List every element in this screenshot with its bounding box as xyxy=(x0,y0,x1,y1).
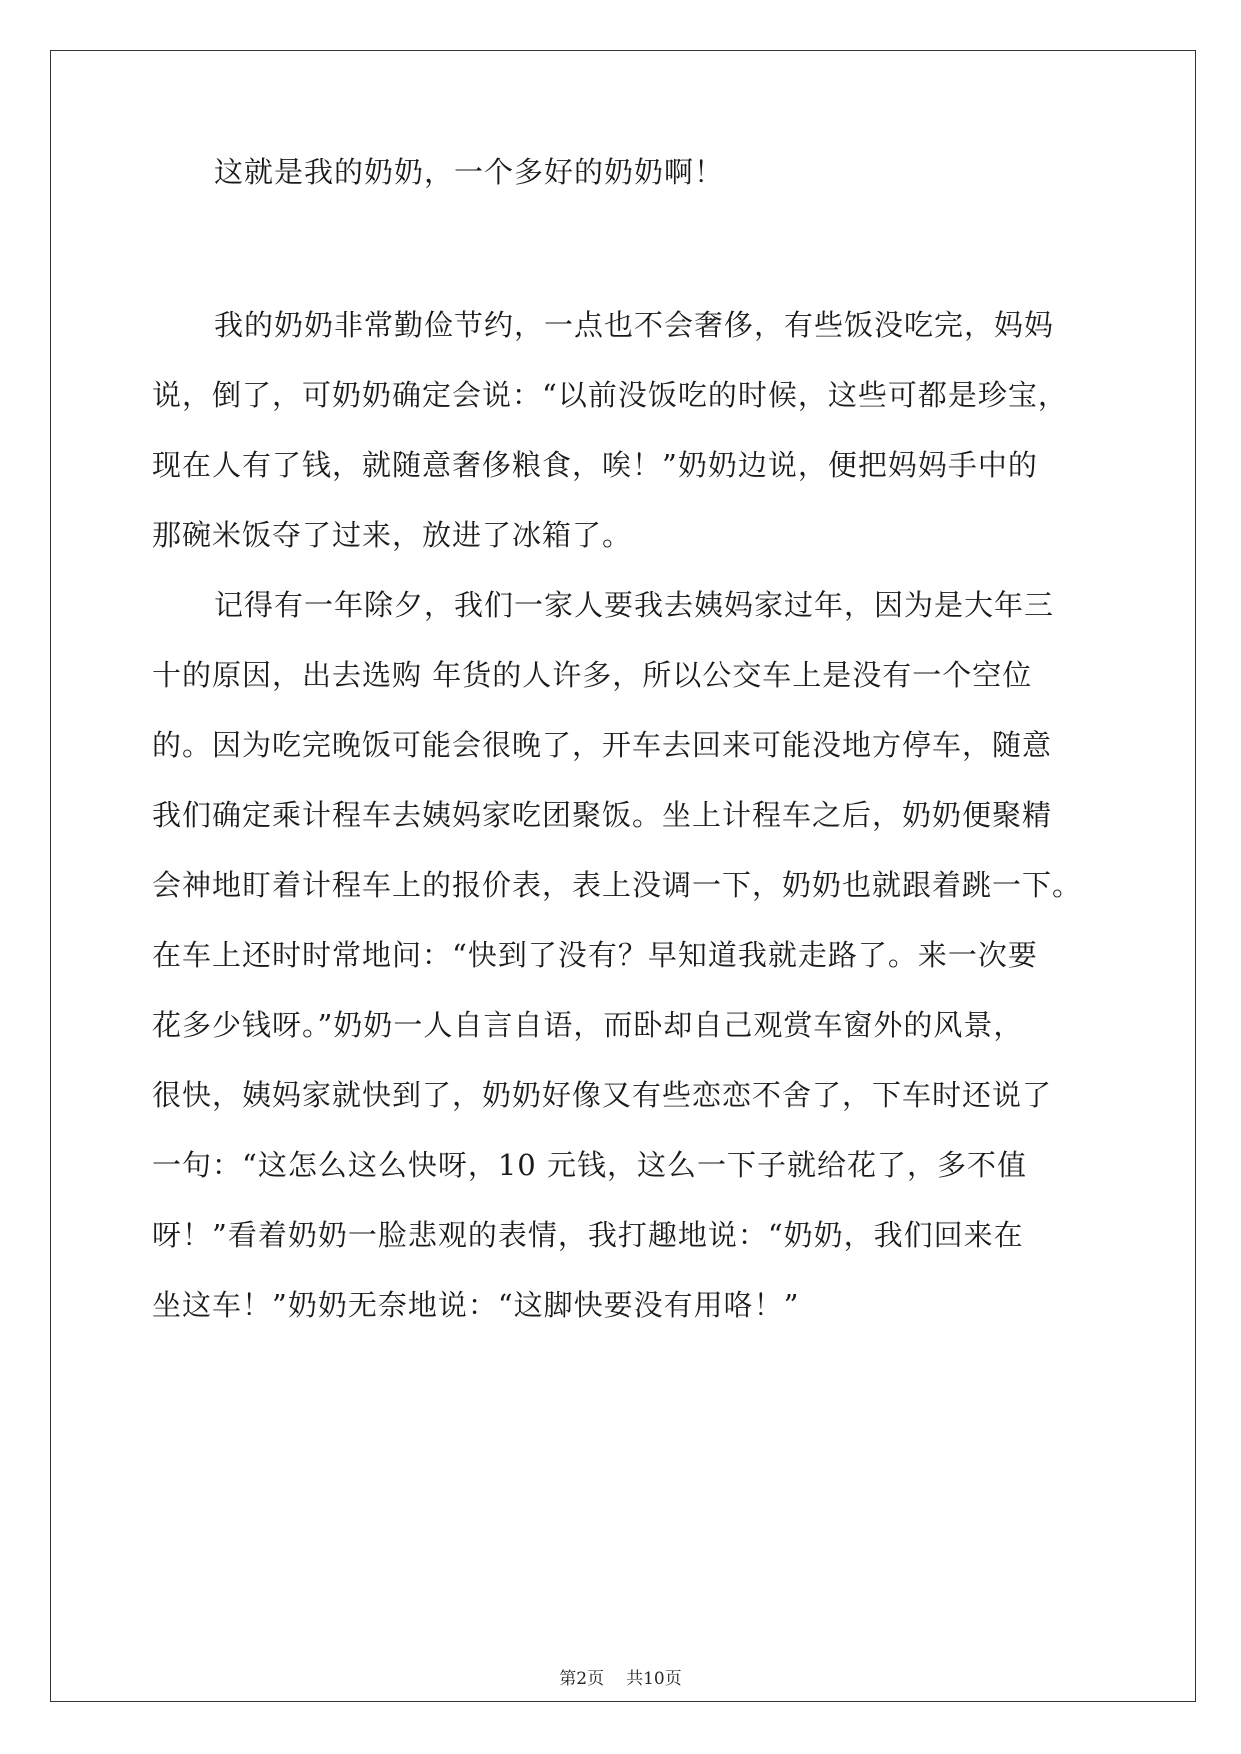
paragraph-3-line-9: 一句：“这怎么这么快呀，10 元钱，这么一下子就给花了，多不值 xyxy=(152,1148,1027,1182)
paragraph-2-line-2: 说，倒了，可奶奶确定会说：“以前没饭吃的时候，这些可都是珍宝， xyxy=(152,378,1068,412)
paragraph-1-line-1: 这就是我的奶奶，一个多好的奶奶啊！ xyxy=(214,155,725,189)
page-number: 第2页 xyxy=(559,1669,605,1689)
paragraph-2-line-4: 那碗米饭夺了过来，放进了冰箱了。 xyxy=(152,518,633,552)
paragraph-3-line-7: 花多少钱呀。”奶奶一人自言自语，而卧却自己观赏车窗外的风景， xyxy=(152,1008,1024,1042)
paragraph-3-line-11: 坐这车！”奶奶无奈地说：“这脚快要没有用咯！” xyxy=(152,1288,800,1322)
paragraph-3-line-10: 呀！”看着奶奶一脸悲观的表情，我打趣地说：“奶奶，我们回来在 xyxy=(152,1218,1024,1252)
page-footer xyxy=(0,1664,1241,1689)
paragraph-3-line-1: 记得有一年除夕，我们一家人要我去姨妈家过年，因为是大年三 xyxy=(214,588,1055,622)
page-total: 共10页 xyxy=(626,1669,682,1689)
paragraph-3-line-8: 很快，姨妈家就快到了，奶奶好像又有些恋恋不舍了，下车时还说了 xyxy=(152,1078,1053,1112)
paragraph-3-line-3: 的。因为吃完晚饭可能会很晚了，开车去回来可能没地方停车，随意 xyxy=(152,728,1053,762)
paragraph-3-line-2: 十的原因，出去选购 年货的人许多，所以公交车上是没有一个空位 xyxy=(152,658,1033,692)
paragraph-3-line-6: 在车上还时时常地问：“快到了没有？早知道我就走路了。来一次要 xyxy=(152,938,1038,972)
paragraph-2-line-1: 我的奶奶非常勤俭节约，一点也不会奢侈，有些饭没吃完，妈妈 xyxy=(214,308,1055,342)
paragraph-3-line-4: 我们确定乘计程车去姨妈家吃团聚饭。坐上计程车之后，奶奶便聚精 xyxy=(152,798,1053,832)
paragraph-3-line-5: 会神地盯着计程车上的报价表，表上没调一下，奶奶也就跟着跳一下。 xyxy=(152,868,1083,902)
paragraph-2-line-3: 现在人有了钱，就随意奢侈粮食，唉！”奶奶边说，便把妈妈手中的 xyxy=(152,448,1038,482)
